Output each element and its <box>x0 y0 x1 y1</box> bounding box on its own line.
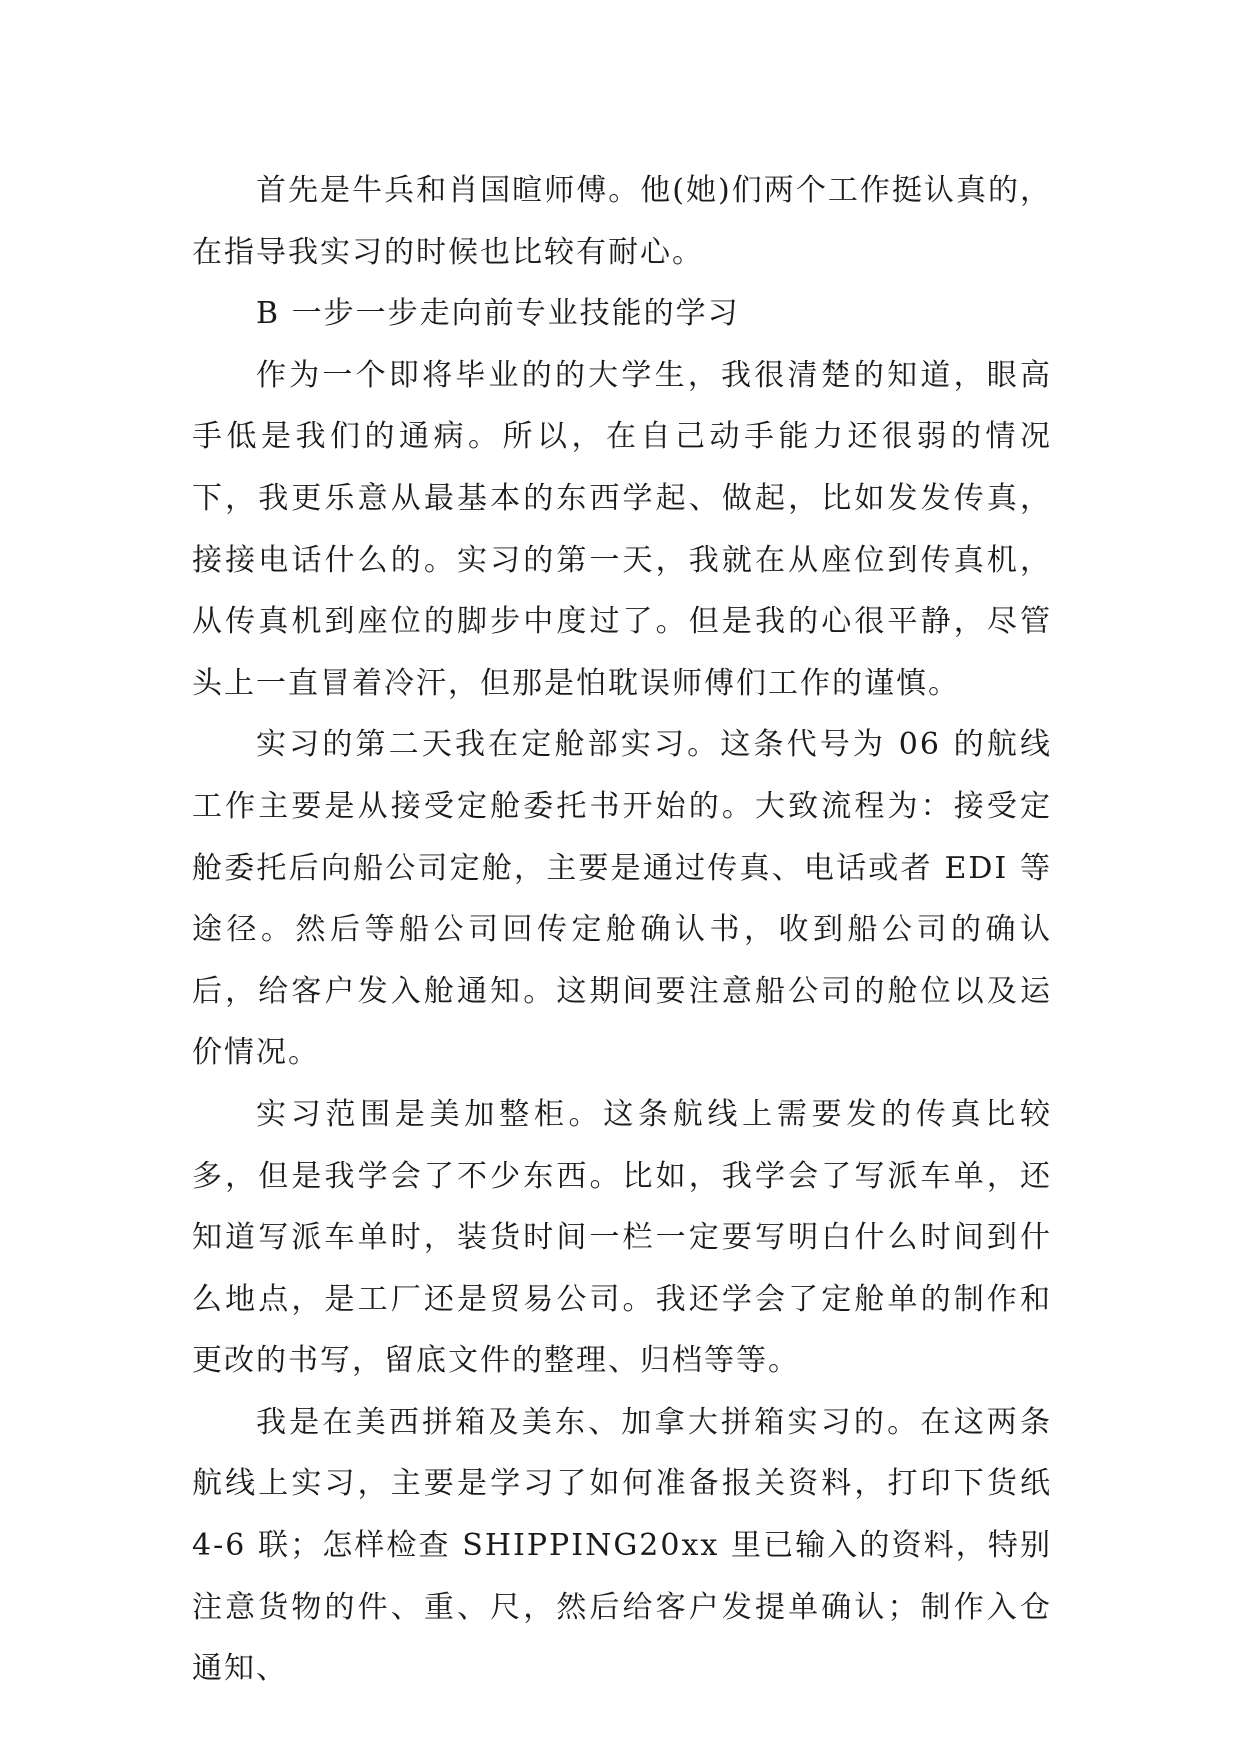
section-heading: B 一步一步走向前专业技能的学习 <box>256 296 740 332</box>
paragraph-booking-dept: 实习的第二天我在定舱部实习。这条代号为 06 的航线工作主要是从接受定舱委托书开始的。大致流程为：接受定舱委托后向船公司定舱，主要是通过传真、电话或者 EDI 等途径。然后等船公司回传定舱确认书，收到船公司的确认后，给客户发入舱通知。这期间要注意船公司的舱位以及运价情况。 <box>192 727 1052 1071</box>
paragraph-full-container: 实习范围是美加整柜。这条航线上需要发的传真比较多，但是我学会了不少东西。比如，我学会了写派车单，还知道写派车单时，装货时间一栏一定要写明白什么时间到什么地点，是工厂还是贸易公司。我还学会了定舱单的制作和更改的书写，留底文件的整理、归档等等。 <box>192 1096 1052 1379</box>
paragraph-mentors: 首先是牛兵和肖国暄师傅。他(她)们两个工作挺认真的，在指导我实习的时候也比较有耐心。 <box>192 173 1052 270</box>
document-body <box>192 160 1052 1700</box>
paragraph-lcl-routes: 我是在美西拼箱及美东、加拿大拼箱实习的。在这两条航线上实习，主要是学习了如何准备报关资料，打印下货纸 4-6 联；怎样检查 SHIPPING20xx 里已输入的资料，特别注意货物的件、重、尺，然后给客户发提单确认；制作入仓通知、 <box>192 1404 1052 1687</box>
paragraph-first-day: 作为一个即将毕业的的大学生，我很清楚的知道，眼高手低是我们的通病。所以，在自己动手能力还很弱的情况下，我更乐意从最基本的东西学起、做起，比如发发传真，接接电话什么的。实习的第一天，我就在从座位到传真机，从传真机到座位的脚步中度过了。但是我的心很平静，尽管头上一直冒着冷汗，但那是怕耽误师傅们工作的谨慎。 <box>192 357 1052 701</box>
